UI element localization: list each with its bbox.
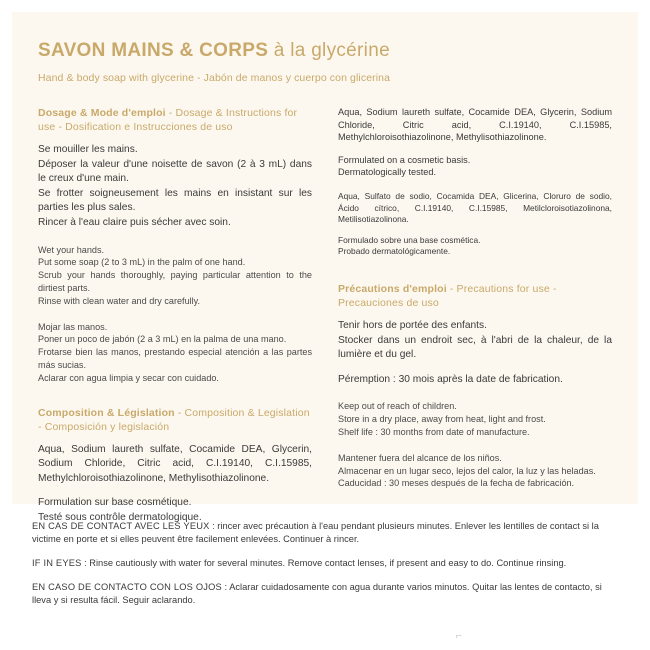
dosage-heading-alt: - Dosage & Instructions for use - Dosification e Instrucciones de uso — [38, 107, 298, 133]
spacer — [38, 398, 312, 406]
page-title-rest: à la glycérine — [268, 40, 390, 61]
footer-es-text: : Aclarar cuidadosamente con agua durante varios minutos. Quitar las lentes de contacto, si lleva y si resulta fácil. Seguir aclarando. — [32, 582, 602, 605]
precautions-es-line-2: Almacenar en un lugar seco, lejos del calor, la luz y las heladas. — [338, 465, 596, 476]
page-subtitle: Hand & body soap with glycerine - Jabón de manos y cuerpo con glicerina — [38, 72, 391, 84]
ingredients-en-text: Aqua, Sodium laureth sulfate, Cocamide DEA, Glycerin, Sodium Chloride, Citric acid, C.I.19140, C.I.15985, Methylchloroisothiazolinone, Methylisothiazolinone. — [338, 107, 612, 143]
footer-warnings — [12, 512, 638, 618]
dosage-heading-main: Dosage & Mode d'emploi — [38, 107, 166, 119]
footer-en-text: : Rinse cautiously with water for several minutes. Remove contact lenses, if present and easy to do. Continue rinsing. — [81, 558, 567, 568]
footer-fr-lead: EN CAS DE CONTACT AVEC LES YEUX — [32, 521, 210, 531]
ingredients-es-text: Aqua, Sulfato de sodio, Cocamida DEA, Glicerina, Cloruro de sodio, Ácido cítrico, C.I.19140, C.I.15985, Metilcloroisotiazolinona, Metilisotiazolinona. — [338, 190, 612, 225]
ingredients-en — [338, 106, 612, 179]
precautions-en-line-3: Shelf life : 30 months from date of manufacture. — [338, 426, 530, 437]
page-title — [38, 40, 612, 62]
footer-en-lead: IF IN EYES — [32, 558, 82, 568]
composition-ingredients: Aqua, Sodium laureth sulfate, Cocamide DEA, Glycerin, Sodium Chloride, Citric acid, C.I.19140, C.I.15985, Methylchloroisothiazolinone, Methylisothiazolinone. — [38, 443, 312, 484]
dosage-en-line-4: Rinse with clean water and dry carefully. — [38, 295, 201, 306]
page-title-bold: SAVON MAINS & CORPS — [38, 40, 269, 61]
precautions-es — [338, 452, 612, 490]
precautions-es-line-3: Caducidad : 30 meses después de la fecha de fabricación. — [338, 478, 575, 489]
dosage-en-line-2: Put some soap (2 to 3 mL) in the palm of one hand. — [38, 257, 246, 268]
dosage-heading — [38, 106, 312, 134]
precautions-heading-main: Précautions d'emploi — [338, 282, 447, 295]
precautions-fr — [338, 319, 612, 387]
dosage-en-line-1: Wet your hands. — [38, 244, 105, 255]
footer-es — [32, 581, 618, 607]
composition-line-2: Formulation sur base cosmétique. — [38, 497, 192, 509]
dosage-fr-line-1: Se mouiller les mains. — [38, 144, 138, 155]
dosage-es-line-1: Mojar las manos. — [38, 321, 108, 332]
footer-es-lead: EN CASO DE CONTACTO CON LOS OJOS — [32, 582, 222, 592]
precautions-heading — [338, 282, 612, 310]
precautions-en-line-1: Keep out of reach of children. — [338, 401, 457, 412]
page-corner-mark: ⌐ — [455, 630, 462, 642]
precautions-fr-line-1: Tenir hors de portée des enfants. — [338, 319, 487, 331]
ingredients-es-line-3: Probado dermatológicamente. — [338, 246, 451, 257]
dosage-fr-line-2: Déposer la valeur d'une noisette de savon (2 à 3 mL) dans le creux d'une main. — [38, 158, 312, 185]
ingredients-en-line-2: Formulated on a cosmetic basis. — [338, 154, 471, 165]
dosage-fr — [38, 143, 312, 231]
columns-container — [38, 106, 612, 539]
dosage-fr-line-4: Rincer à l'eau claire puis sécher avec soin. — [38, 216, 231, 228]
ingredients-es — [338, 191, 612, 258]
dosage-en — [38, 244, 312, 308]
dosage-fr-line-3: Se frotter soigneusement les mains en insistant sur les parties les plus sales. — [38, 187, 312, 214]
ingredients-es-line-2: Formulado sobre una base cosmética. — [338, 234, 481, 245]
composition-heading-main: Composition & Législation — [38, 406, 175, 419]
dosage-es-line-4: Aclarar con agua limpia y secar con cuidado. — [38, 372, 219, 383]
dosage-es — [38, 321, 312, 385]
precautions-en-line-2: Store in a dry place, away from heat, light and frost. — [338, 414, 546, 425]
left-column — [38, 106, 312, 539]
precautions-es-line-1: Mantener fuera del alcance de los niños. — [338, 452, 502, 463]
composition-heading — [38, 406, 312, 434]
footer-en — [32, 557, 618, 570]
precautions-en — [338, 400, 612, 438]
content-panel — [12, 12, 638, 523]
precautions-fr-line-2: Stocker dans un endroit sec, à l'abri de la chaleur, de la lumière et du gel. — [338, 334, 612, 361]
ingredients-en-line-3: Dermatologically tested. — [338, 167, 437, 178]
dosage-es-line-2: Poner un poco de jabón (2 a 3 mL) en la palma de una mano. — [38, 334, 287, 345]
composition-heading-alt: - Composition & Legislation - Composición y legislación — [38, 406, 310, 433]
spacer — [338, 270, 612, 282]
right-column — [338, 106, 612, 539]
composition-line-3: Testé sous contrôle dermatologique. — [38, 511, 202, 523]
dosage-es-line-3: Frotarse bien las manos, prestando especial atención a las partes más sucias. — [38, 347, 312, 370]
footer-fr — [32, 520, 618, 546]
precautions-heading-alt: - Precautions for use - Precauciones de uso — [338, 282, 557, 309]
precautions-fr-line-3: Péremption : 30 mois après la date de fabrication. — [338, 373, 563, 385]
dosage-en-line-3: Scrub your hands thoroughly, paying particular attention to the dirtiest parts. — [38, 270, 312, 293]
footer-fr-text: : rincer avec précaution à l'eau pendant plusieurs minutes. Enlever les lentilles de contact si la victime en porte et si elles peuvent être facilement enlevées. Continuer à rincer. — [32, 521, 599, 544]
